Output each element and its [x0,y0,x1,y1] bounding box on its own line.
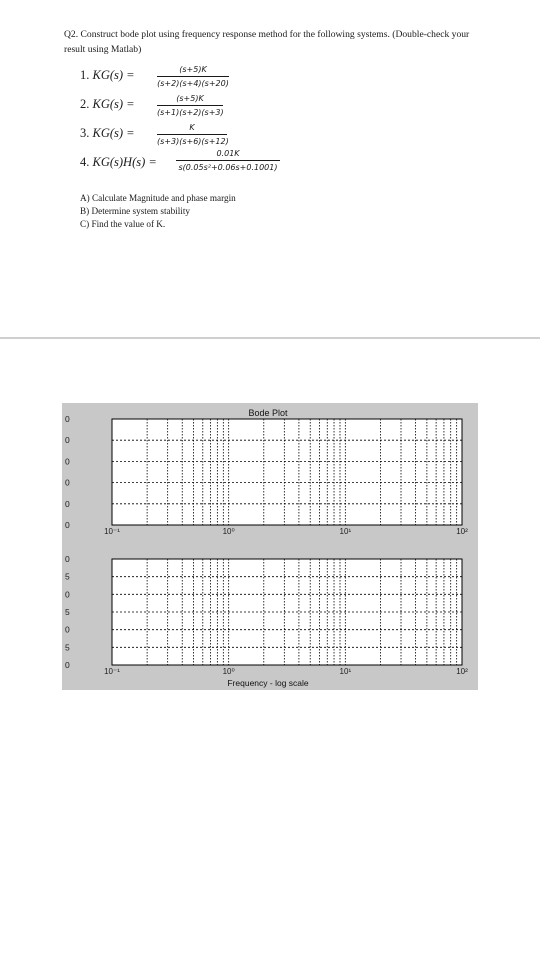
magnitude-y-tick-label: 0 [65,477,70,488]
phase-y-tick-label: 0 [65,660,70,670]
magnitude-y-tick-label: 0 [65,520,70,530]
magnitude-y-tick-label: 0 [65,435,70,446]
chart-title: Bode Plot [248,408,288,418]
magnitude-x-tick-label: 10⁻¹ [104,527,120,536]
equation-lhs: KG(s) = [92,126,135,140]
magnitude-x-tick-label: 10² [456,527,468,536]
page-divider [0,337,540,339]
x-axis-label: Frequency - log scale [227,678,309,688]
task-item: C) Find the value of K. [80,219,166,229]
equation-index: 1. [80,68,90,82]
denominator: (s+2)(s+4)(s+20) [157,79,229,88]
bode-plot-figure [62,403,478,690]
phase-y-tick-label: 0 [65,624,70,635]
phase-y-tick-label: 5 [65,642,70,653]
magnitude-x-tick-label: 10⁰ [222,527,235,536]
fraction-bar [157,134,227,135]
fraction-1 [157,64,229,89]
magnitude-y-tick-label: 0 [65,498,70,509]
equation-lhs: KG(s)H(s) = [92,155,157,169]
numerator: (s+5)K [176,94,204,103]
numerator: K [189,123,195,132]
phase-y-tick-label: 5 [65,607,70,617]
magnitude-x-tick-label: 10¹ [339,527,352,536]
phase-x-tick-label: 10⁻¹ [104,667,120,676]
phase-x-tick-label: 10⁰ [222,667,235,676]
fraction-bar [157,76,229,77]
equation-lhs: KG(s) = [92,68,135,82]
equation-2 [80,97,135,112]
numerator: (s+5)K [179,65,207,74]
magnitude-y-tick-label: 0 [65,456,70,467]
phase-y-tick-label: 5 [65,571,70,582]
equation-index: 4. [80,155,90,169]
magnitude-axes [112,419,462,525]
equation-4 [80,155,157,170]
fraction-2 [157,93,223,118]
fraction-bar [157,105,223,106]
denominator: (s+1)(s+2)(s+3) [157,108,224,117]
phase-x-tick-label: 10¹ [339,667,352,676]
equation-lhs: KG(s) = [92,97,135,111]
fraction-3 [157,122,227,147]
fraction-bar [176,160,280,161]
equation-index: 2. [80,97,90,111]
equation-3 [80,126,135,141]
phase-x-tick-label: 10² [456,667,468,676]
task-item: A) Calculate Magnitude and phase margin [80,193,236,203]
equation-1 [80,68,135,83]
phase-y-tick-label: 0 [65,589,70,600]
denominator: s(0.05s²+0.06s+0.1001) [178,163,278,172]
task-list [80,192,236,231]
numerator: 0.01K [216,149,240,158]
fraction-4 [176,148,280,173]
bode-plot-svg [62,403,478,690]
question-text: Q2. Construct bode plot using frequency response method for the following systems. (Double-check your result using Matlab) [64,29,470,55]
task-item: B) Determine system stability [80,206,190,216]
magnitude-y-tick-label: 0 [65,414,70,424]
phase-y-tick-label: 0 [65,554,70,564]
denominator: (s+3)(s+6)(s+12) [157,137,229,146]
equation-index: 3. [80,126,90,140]
